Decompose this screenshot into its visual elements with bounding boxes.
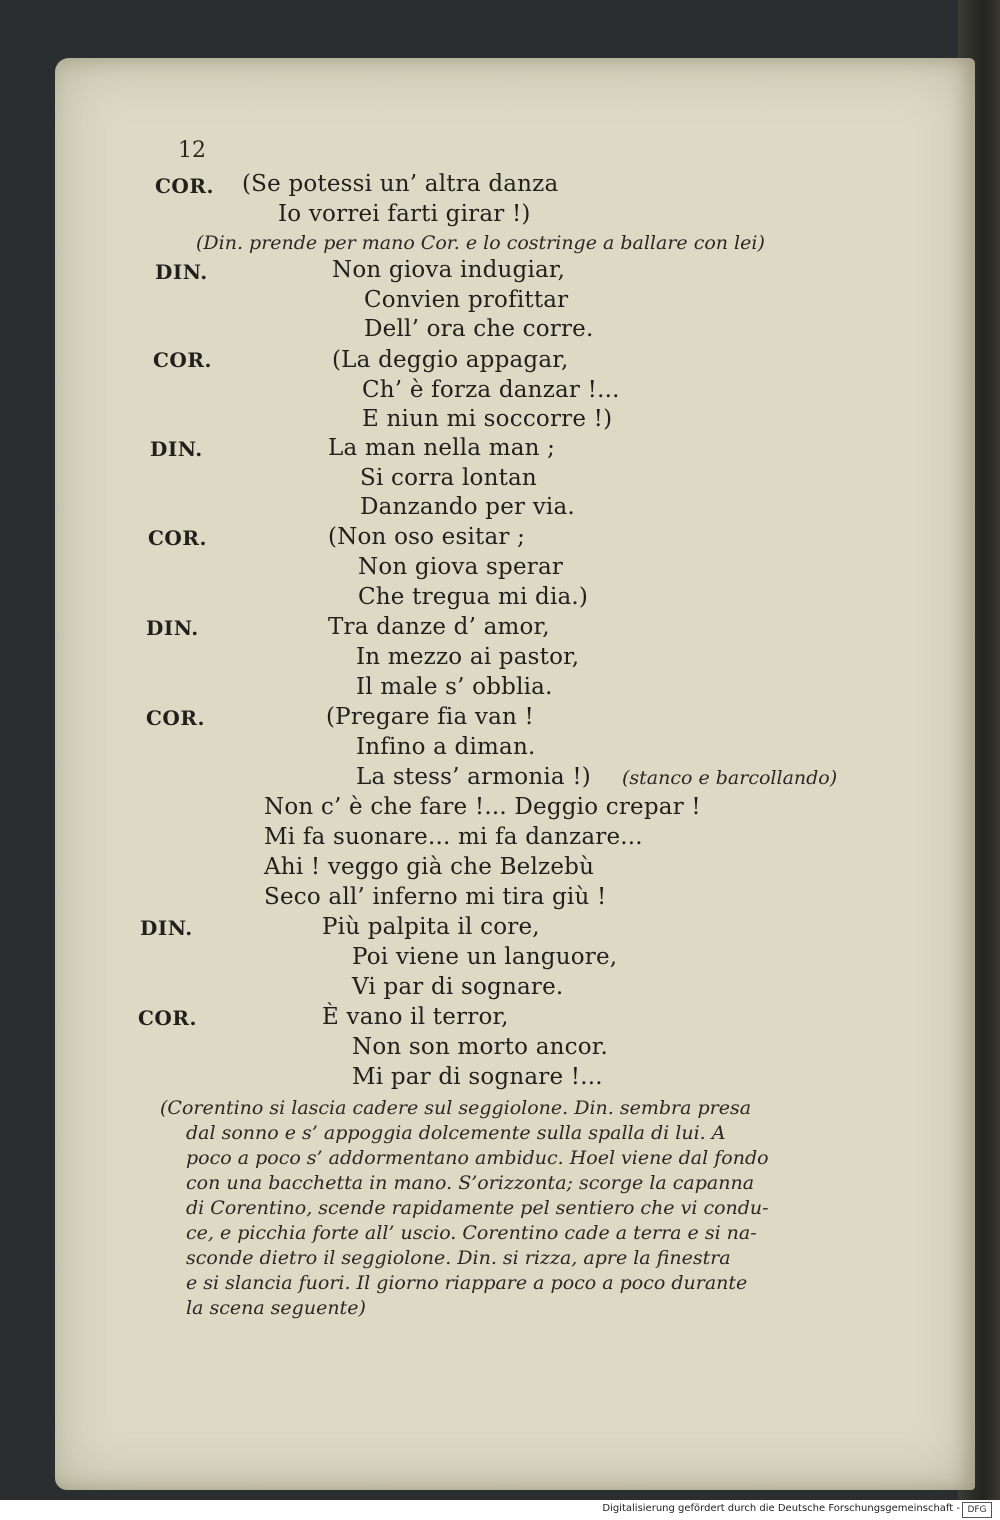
verse-line: Non giova indugiar, [332, 257, 566, 283]
verse-line: Il male s’ obblia. [356, 674, 553, 700]
verse-line: (Pregare fia van ! [326, 704, 534, 730]
verse-line: Non son morto ancor. [352, 1034, 608, 1060]
speaker-din: DIN. [150, 437, 203, 461]
speaker-din: DIN. [140, 916, 193, 940]
footer-credit: Digitalisierung gefördert durch die Deutsche Forschungsgemeinschaft - [602, 1503, 960, 1514]
speaker-din: DIN. [155, 260, 208, 284]
verse-line: Infino a diman. [356, 734, 536, 760]
verse-line: La stess’ armonia !) [356, 764, 591, 790]
verse-line: Si corra lontan [360, 465, 537, 491]
stage-direction: (Din. prende per mano Cor. e lo costringe a ballare con lei) [196, 232, 765, 254]
stage-direction-line: sconde dietro il seggiolone. Din. si rizza, apre la finestra [186, 1247, 731, 1269]
verse-line: E niun mi soccorre !) [362, 406, 613, 432]
verse-line: (La deggio appagar, [332, 347, 569, 373]
verse-line: In mezzo ai pastor, [356, 644, 580, 670]
stage-direction-line: ce, e picchia forte all’ uscio. Corentino cade a terra e si na- [186, 1222, 757, 1244]
stage-direction-line: la scena seguente) [186, 1297, 366, 1319]
stage-direction-line: (Corentino si lascia cadere sul seggiolone. Din. sembra presa [160, 1097, 752, 1119]
speaker-cor: COR. [138, 1006, 197, 1030]
stage-direction: (stanco e barcollando) [622, 767, 838, 789]
dfg-logo: DFG [962, 1502, 992, 1518]
verse-line: (Se potessi un’ altra danza [242, 171, 559, 197]
speaker-cor: COR. [153, 348, 212, 372]
stage-direction-line: di Corentino, scende rapidamente pel sentiero che vi condu- [186, 1197, 769, 1219]
verse-line: Che tregua mi dia.) [358, 584, 589, 610]
stage-direction-line: e si slancia fuori. Il giorno riappare a poco a poco durante [186, 1272, 748, 1294]
verse-line: Convien profittar [364, 287, 569, 313]
verse-line: Poi viene un languore, [352, 944, 618, 970]
speaker-cor: COR. [148, 526, 207, 550]
verse-line: Più palpita il core, [322, 914, 540, 940]
verse-line: Ch’ è forza danzar !... [362, 377, 620, 403]
verse-line: La man nella man ; [328, 435, 556, 461]
verse-line: Vi par di sognare. [352, 974, 564, 1000]
verse-line: Mi par di sognare !... [352, 1064, 603, 1090]
speaker-cor: COR. [155, 174, 214, 198]
verse-line: Danzando per via. [360, 494, 575, 520]
footer-bar [0, 1500, 1000, 1520]
page-number: 12 [178, 138, 206, 163]
verse-line: Non giova sperar [358, 554, 564, 580]
verse-line: (Non oso esitar ; [328, 524, 526, 550]
verse-line: Mi fa suonare... mi fa danzare... [264, 824, 643, 850]
verse-line: È vano il terror, [322, 1004, 509, 1030]
stage-direction-line: poco a poco s’ addormentano ambiduc. Hoel viene dal fondo [186, 1147, 769, 1169]
stage-direction-line: con una bacchetta in mano. S’orizzonta; scorge la capanna [186, 1172, 755, 1194]
verse-line: Io vorrei farti girar !) [278, 201, 531, 227]
speaker-cor: COR. [146, 706, 205, 730]
stage-direction-line: dal sonno e s’ appoggia dolcemente sulla spalla di lui. A [186, 1122, 726, 1144]
verse-line: Ahi ! veggo già che Belzebù [264, 854, 595, 880]
verse-line: Non c’ è che fare !... Deggio crepar ! [264, 794, 701, 820]
verse-line: Dell’ ora che corre. [364, 316, 594, 342]
speaker-din: DIN. [146, 616, 199, 640]
verse-line: Seco all’ inferno mi tira giù ! [264, 884, 607, 910]
verse-line: Tra danze d’ amor, [328, 614, 550, 640]
